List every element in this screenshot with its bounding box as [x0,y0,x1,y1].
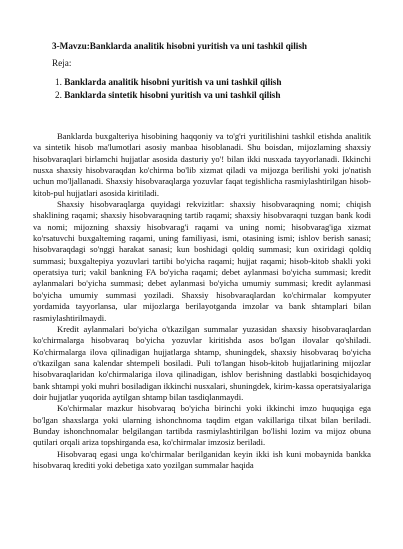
plan-item-number: 1. [55,77,62,87]
body-paragraph: Banklarda buxgalteriya hisobining haqqoniy va to'g'ri yuritilishini tashkil etishda analitik va sintetik hisob ma'lumotlari asosiy manbaa hisoblanadi. Shu boisdan, mijozlaming shaxsiy hisobvaraqlari birlamchi hujjatlar asosida dasturiy yo'! bilan ikki nusxada tayyorlanadi. Ikkinchi nusxa shaxsiy hisobvaraqdan ko'chirma bo'lib xizmat qiladi va mijozga berilishi yoki jo'natish uchun mo'ljallanadi. Shaxsiy hisobvaraqlarga yozuvlar faqat tegishlicha rasmiylashtirilgan hisob-kitob-pul hujjatlari asosida kiritiladi. [33,131,371,198]
document-title: 3-Mavzu:Banklarda analitik hisobni yuritish va uni tashkil qilish [52,41,308,51]
body-paragraph: Shaxsiy hisobvaraqlarga quyidagi rekvizitlar: shaxsiy hisobvaraqning nomi; chiqish shaklining raqami; shaxsiy hisobvaraqning tartib raqami; shaxsiy hisobvaraqni tuzgan bank kodi va nomi; mijozning shaxsiy hisobvarag'i raqami va uning nomi; hisobvarag'iga xizmat ko'rsatuvchi buxgalteming raqami, uning familiyasi, ismi, otasining ismi; ishlov berish sanasi; hisobvaraqdagi so'nggi harakat sanasi; kun boshidagi qoldiq summasi; kun oxiridagi qoldiq summasi; buxgaltepiya yozuvlari tartibi bo'yicha raqami; hujjat raqami; hisob-kitob shakli yoki operatsiya turi; vakil bankning FA bo'yicha raqami; debet aylanmasi bo'yicha summasi; kredit aylanmalari bo'yicha summasi; debet aylanmasi bo'yicha umumiy summasi; kredit aylanmasi bo'yicha umumiy summasi yoziladi. Shaxsiy hisobvaraqlardan ko'chirmalar kompyuter yordamida tayyorlansa, ular mijozlarga berilayotganda imzolar va bank shtamplari bilan rasmiylashtirilmaydi. [33,199,371,323]
plan-item-text: Banklarda analitik hisobni yuritish va uni tashkil qilish [64,77,282,87]
body-paragraph: Ko'chirmalar mazkur hisobvaraq bo'yicha birinchi yoki ikkinchi imzo huquqiga ega bo'lgan shaxslarga yoki ularning ishonchnoma taqdim etgan vakillariga tilxat bilan beriladi. Bunday ishonchnomalar belgilangan tartibda rasmiylashtirilgan bo'lishi lozim va mijoz obuna qutilari orqali ariza topshirganda esa, ko'chirmalar imzosiz beriladi. [33,403,371,448]
plan-item [55,89,281,102]
plan-item [55,76,281,89]
plan-list [55,76,281,101]
plan-label: Reja: [52,58,72,68]
plan-item-text: Banklarda sintetik hisobni yuritish va uni tashkil qilish [64,89,281,100]
body-paragraph: Kredit aylanmalari bo'yicha o'tkazilgan summalar yuzasidan shaxsiy hisobvaraqlardan ko'chirmalarga hisobvaraq bo'yicha yozuvlar kiritishda asos bo'lgan ilovalar qo'shiladi. Ko'chirmalarga ilova qilinadigan hujjatlarga shtamp, shuningdek, shaxsiy hisobvaraq bo'yicha o'tkazilgan sana kalendar shtempeli bosiladi. Puli to'langan hisob-kitob hujjatlarining mijozlar hisobvaraqlaridan ko'chirmalariga ilova qilinadigan, ishlov berishning dastlabki bosqichidayoq bank shtampi yoki muhri bosiladigan ikkinchi nusxalari, shuningdek, kirim-kassa operatsiyalariga doir hujjatlar yuqorida aytilgan shtamp bilan tasdiqlanmaydi. [33,323,371,402]
plan-item-number: 2. [55,89,62,100]
document-body [33,131,371,471]
body-paragraph: Hisobvaraq egasi unga ko'chirmalar berilganidan keyin ikki ish kuni mobaynida bankka hisobvaraq krediti yoki debetiga xato yozilgan summalar haqida [33,448,371,470]
